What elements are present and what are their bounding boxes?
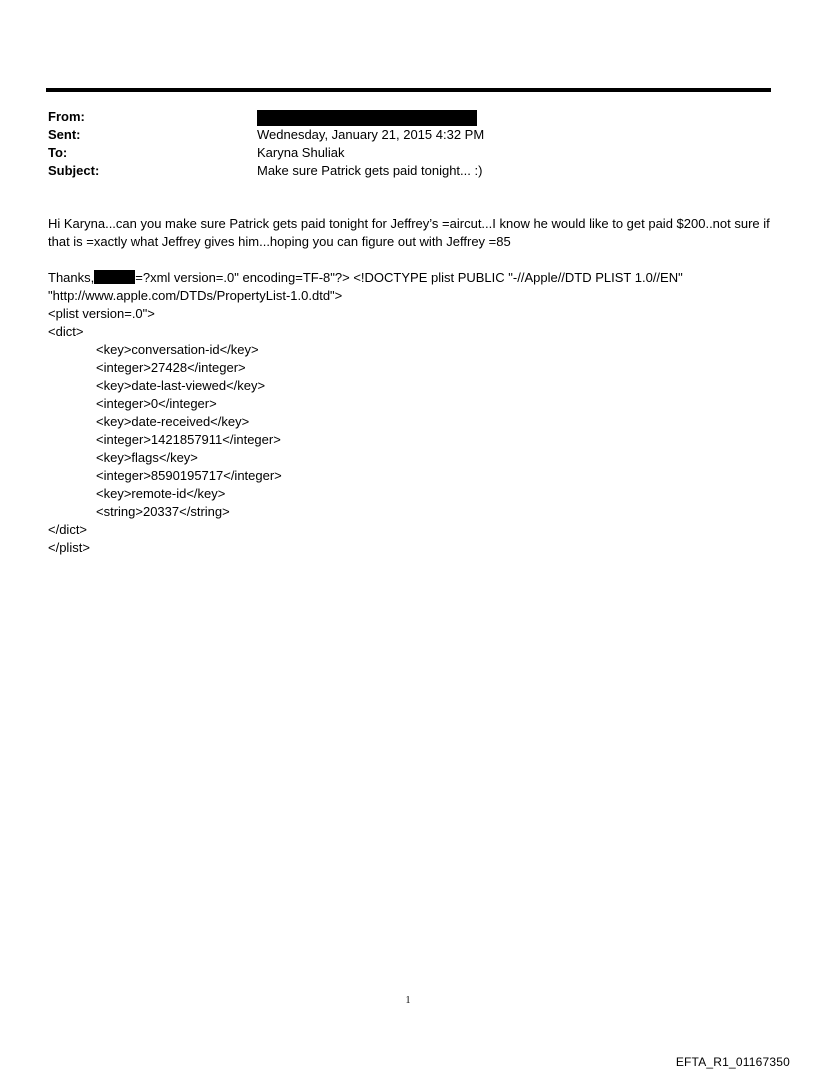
sent-label: Sent: — [48, 127, 81, 142]
to-row — [48, 144, 748, 162]
dict-line: <key>date-received</key> — [96, 414, 250, 429]
page-number: 1 — [405, 995, 411, 1006]
dict-line: <integer>8590195717</integer> — [96, 468, 282, 483]
dict-line: <integer>1421857911</integer> — [96, 432, 281, 447]
to-label: To: — [48, 145, 68, 160]
from-row — [48, 108, 748, 126]
dict-line: <key>flags</key> — [96, 450, 198, 465]
plist-closing-line: </plist> — [48, 540, 90, 555]
email-body — [48, 215, 778, 557]
dict-line: <integer>27428</integer> — [96, 360, 246, 375]
bates-number: EFTA_R1_01167350 — [675, 1055, 790, 1069]
dict-line: <key>remote-id</key> — [96, 486, 226, 501]
dict-line: <key>date-last-viewed</key> — [96, 378, 266, 393]
to-value: Karyna Shuliak — [257, 145, 345, 160]
subject-label: Subject: — [48, 163, 100, 178]
sent-value: Wednesday, January 21, 2015 4:32 PM — [257, 127, 485, 142]
plist-line: <plist version=.0"> — [48, 306, 155, 321]
body-paragraph: Hi Karyna...can you make sure Patrick gets paid tonight for Jeffrey’s =aircut...I know he would like to get paid $200..not sure if that is =xactly what Jeffrey gives him...hoping you can figure out with Jeffrey =85 — [48, 216, 770, 249]
paragraph-gap — [48, 251, 778, 269]
dict-line: <integer>0</integer> — [96, 396, 217, 411]
xml-declaration: =?xml version=.0" encoding=TF-8"?> <!DOCTYPE plist PUBLIC "-//Apple//DTD PLIST 1.0//EN" "http://www.apple.com/DTDs/PropertyList-1.0.dtd"> — [48, 270, 683, 303]
header-rule — [46, 88, 771, 92]
sent-row — [48, 126, 748, 144]
dict-line: <string>20337</string> — [96, 504, 230, 519]
redaction-box — [257, 110, 477, 126]
subject-row — [48, 162, 748, 180]
dict-line: <key>conversation-id</key> — [96, 342, 259, 357]
redaction-box — [94, 270, 135, 284]
email-header — [48, 108, 748, 180]
plist-line: <dict> — [48, 324, 84, 339]
from-value — [257, 108, 477, 126]
thanks-text: Thanks, — [48, 270, 95, 285]
from-label: From: — [48, 109, 85, 124]
plist-closing-line: </dict> — [48, 522, 88, 537]
thanks-line — [48, 269, 778, 305]
subject-value: Make sure Patrick gets paid tonight... :) — [257, 163, 483, 178]
